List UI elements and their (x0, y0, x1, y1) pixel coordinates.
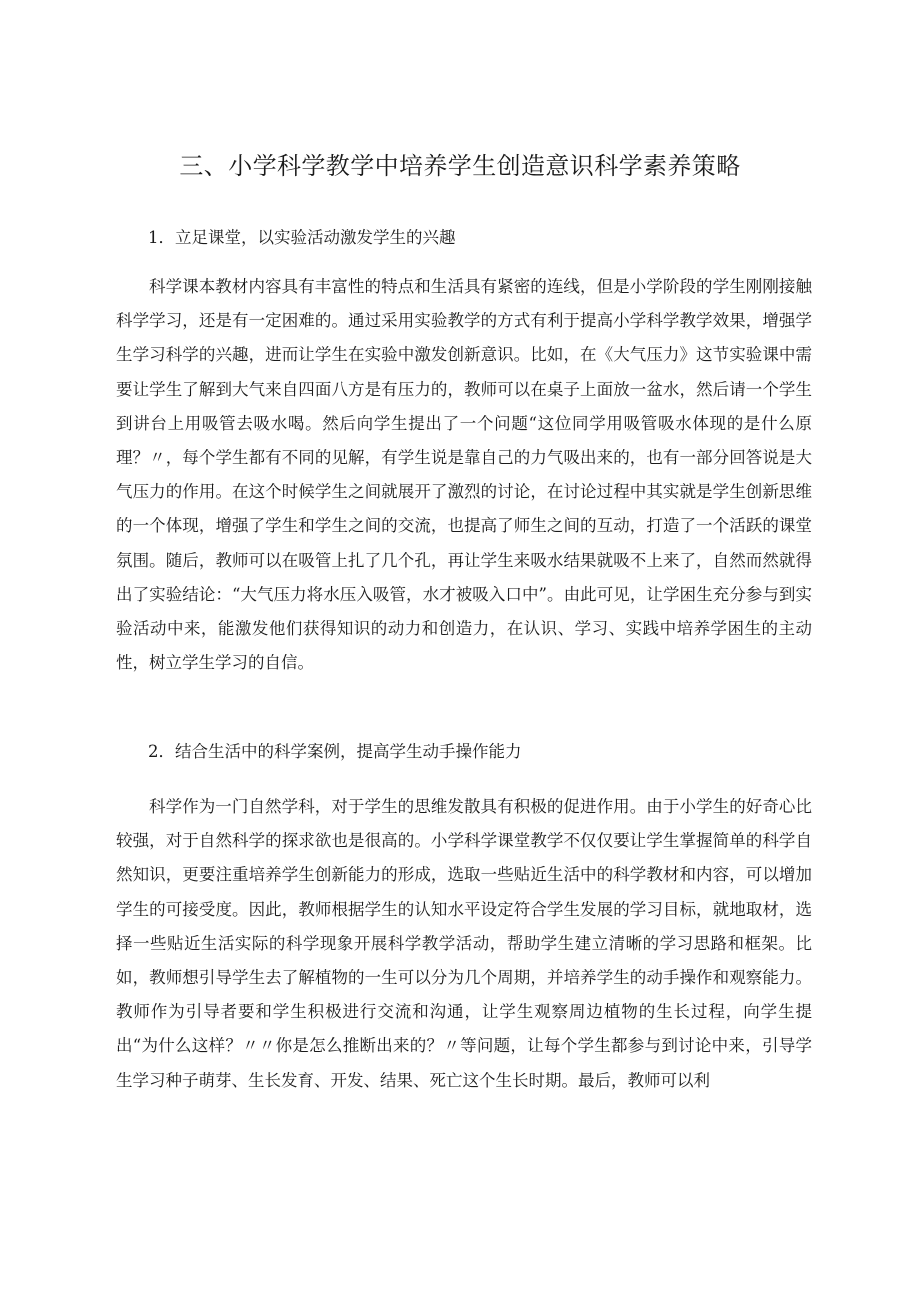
section-heading-1: 1．立足课堂，以实验活动激发学生的兴趣 (148, 228, 456, 247)
section-paragraph-1: 科学课本教材内容具有丰富性的特点和生活具有紧密的连线，但是小学阶段的学生刚刚接触科学学习，还是有一定困难的。通过采用实验教学的方式有利于提高小学科学教学效果，增强学生学习科学的兴趣，进而让学生在实验中激发创新意识。比如，在《大气压力》这节实验课中需要让学生了解到大气来自四面八方是有压力的，教师可以在桌子上面放一盆水，然后请一个学生到讲台上用吸管去吸水喝。然后向学生提出了一个问题“这位同学用吸管吸水体现的是什么原理？〃，每个学生都有不同的见解，有学生说是靠自己的力气吸出来的，也有一部分回答说是大气压力的作用。在这个时候学生之间就展开了激烈的讨论，在讨论过程中其实就是学生创新思维的一个体现，增强了学生和学生之间的交流，也提高了师生之间的互动，打造了一个活跃的课堂氛围。随后，教师可以在吸管上扎了几个孔，再让学生来吸水结果就吸不上来了，自然而然就得出了实验结论：“大气压力将水压入吸管，水才被吸入口中”。由此可见，让学困生充分参与到实验活动中来，能激发他们获得知识的动力和创造力，在认识、学习、实践中培养学困生的主动性，树立学生学习的自信。 (116, 277, 812, 673)
page-title: 三、小学科学教学中培养学生创造意识科学素养策略 (179, 152, 741, 180)
section-heading-2: 2．结合生活中的科学案例，提高学生动手操作能力 (148, 742, 522, 761)
section-paragraph-2: 科学作为一门自然学科，对于学生的思维发散具有积极的促进作用。由于小学生的好奇心比较强，对于自然科学的探求欲也是很高的。小学科学课堂教学不仅仅要让学生掌握简单的科学自然知识，更要注重培养学生创新能力的形成，选取一些贴近生活中的科学教材和内容，可以增加学生的可接受度。因此，教师根据学生的认知水平设定符合学生发展的学习目标，就地取材，选择一些贴近生活实际的科学现象开展科学教学活动，帮助学生建立清晰的学习思路和框架。比如，教师想引导学生去了解植物的一生可以分为几个周期，并培养学生的动手操作和观察能力。教师作为引导者要和学生积极进行交流和沟通，让学生观察周边植物的生长过程，向学生提出“为什么这样？〃〃你是怎么推断出来的？〃等问题，让每个学生都参与到讨论中来，引导学生学习种子萌芽、生长发育、开发、结果、死亡这个生长时期。最后，教师可以利 (116, 797, 812, 1090)
